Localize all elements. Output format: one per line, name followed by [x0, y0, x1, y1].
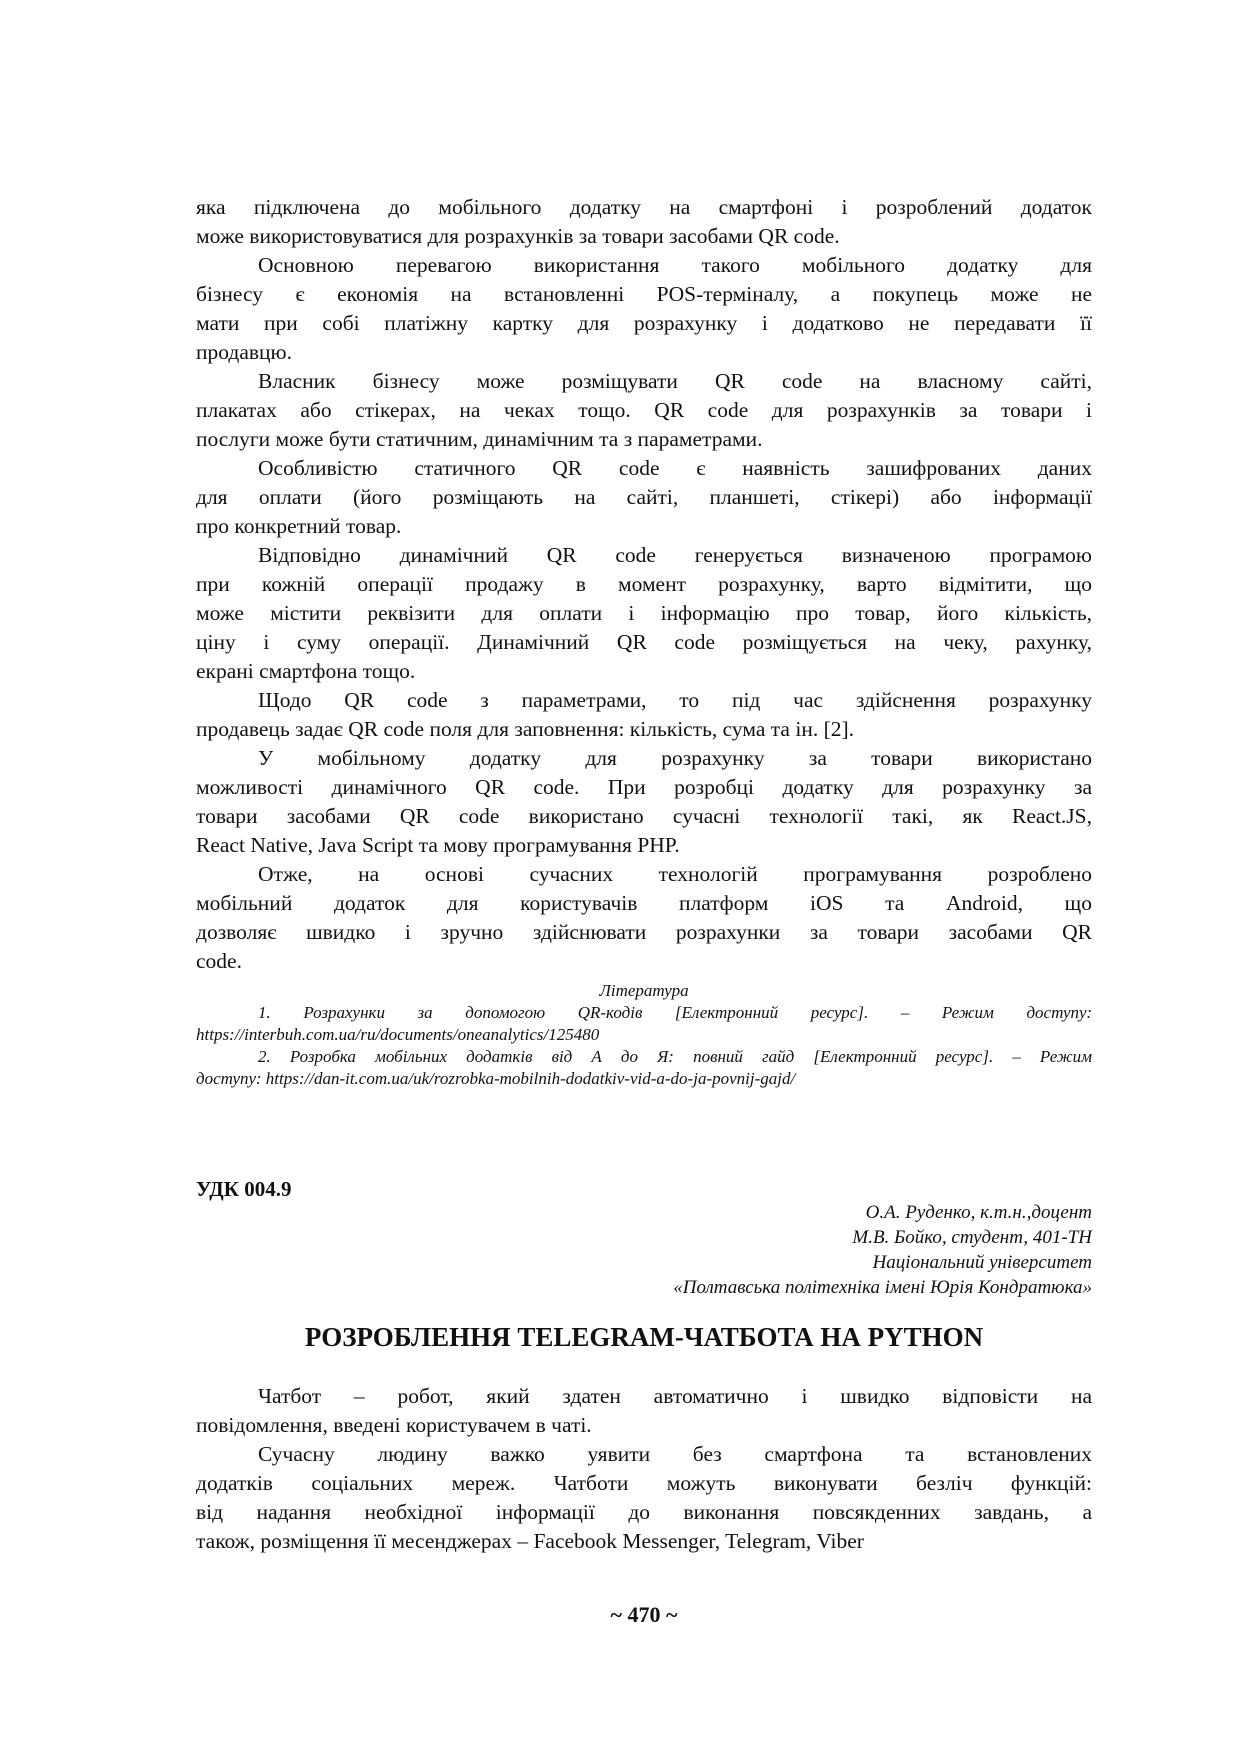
literature-heading: Література: [599, 981, 689, 1000]
paragraph-line: мати при собі платіжну картку для розрахунку і додатково не передавати її: [196, 311, 1092, 335]
paragraph-line: Особливістю статичного QR code є наявність зашифрованих даних: [258, 456, 1092, 480]
paragraph-line: екрані смартфона тощо.: [196, 659, 416, 683]
paragraph-line: про конкретний товар.: [196, 514, 402, 538]
paragraph-line: при кожній операції продажу в момент розрахунку, варто відмітити, що: [196, 572, 1092, 596]
paragraph-line: Отже, на основі сучасних технологій програмування розроблено: [258, 862, 1092, 886]
paragraph-line: Відповідно динамічний QR code генерується визначеною програмою: [258, 543, 1092, 567]
article-body: [196, 1382, 1092, 1556]
paragraph-line: може містити реквізити для оплати і інформацію про товар, його кількість,: [196, 601, 1092, 625]
paragraph-line: для оплати (його розміщають на сайті, планшеті, стікері) або інформації: [196, 485, 1092, 509]
paragraph-line: У мобільному додатку для розрахунку за товари використано: [258, 746, 1092, 770]
article-continuation-body: [196, 193, 1092, 976]
paragraph-line: товари засобами QR code використано сучасні технології такі, як React.JS,: [196, 804, 1092, 828]
paragraph-line: яка підключена до мобільного додатку на смартфоні і розроблений додаток: [196, 195, 1092, 219]
page-number: ~ 470 ~: [610, 1602, 678, 1627]
author-line: М.В. Бойко, студент, 401-ТН: [852, 1227, 1092, 1248]
paragraph-line: від надання необхідної інформації до виконання повсякденних завдань, а: [196, 1500, 1092, 1524]
paragraph-line: продавцю.: [196, 340, 292, 364]
reference-line: 1. Розрахунки за допомогою QR-кодів [Електронний ресурс]. – Режим доступу:: [258, 1003, 1092, 1022]
paragraph-line: дозволяє швидко і зручно здійснювати розрахунки за товари засобами QR: [196, 920, 1092, 944]
author-line: «Полтавська політехніка імені Юрія Кондратюка»: [673, 1277, 1092, 1298]
paragraph-line: мобільний додаток для користувачів платформ iOS та Android, що: [196, 891, 1092, 915]
paragraph-line: додатків соціальних мереж. Чатботи можуть виконувати безліч функцій:: [196, 1471, 1092, 1495]
literature-section: [196, 980, 1092, 1090]
paragraph-line: code.: [196, 949, 242, 973]
author-block: [196, 1200, 1092, 1300]
paragraph-line: Щодо QR code з параметрами, то під час здійснення розрахунку: [258, 688, 1092, 712]
paragraph-line: також, розміщення її месенджерах – Facebook Messenger, Telegram, Viber: [196, 1529, 864, 1553]
reference-line: 2. Розробка мобільних додатків від А до Я: повний гайд [Електронний ресурс]. – Режим: [258, 1047, 1092, 1066]
paragraph-line: може використовуватися для розрахунків за товари засобами QR code.: [196, 224, 840, 248]
article-title: РОЗРОБЛЕННЯ TELEGRAM-ЧАТБОТА НА PYTHON: [304, 1322, 984, 1352]
udk-code: УДК 004.9: [196, 1177, 292, 1201]
reference-line: доступу: https://dan-it.com.ua/uk/rozrobka-mobilnih-dodatkiv-vid-a-do-ja-povnij-gajd/: [196, 1069, 796, 1088]
paragraph-line: продавець задає QR code поля для заповнення: кількість, сума та ін. [2].: [196, 717, 855, 741]
paragraph-line: плакатах або стікерах, на чеках тощо. QR code для розрахунків за товари і: [196, 398, 1092, 422]
paragraph-line: Сучасну людину важко уявити без смартфона та встановлених: [258, 1442, 1092, 1466]
paragraph-line: бізнесу є економія на встановленні POS-терміналу, а покупець може не: [196, 282, 1092, 306]
paragraph-line: Власник бізнесу може розміщувати QR code на власному сайті,: [258, 369, 1092, 393]
paragraph-line: Чатбот – робот, який здатен автоматично і швидко відповісти на: [258, 1384, 1092, 1408]
author-line: О.А. Руденко, к.т.н.,доцент: [865, 1202, 1092, 1223]
paragraph-line: ціну і суму операції. Динамічний QR code розміщується на чеку, рахунку,: [196, 630, 1092, 654]
reference-line: https://interbuh.com.ua/ru/documents/oneanalytics/125480: [196, 1025, 600, 1044]
paragraph-line: Основною перевагою використання такого мобільного додатку для: [258, 253, 1092, 277]
paragraph-line: React Native, Java Script та мову програмування PHP.: [196, 833, 680, 857]
paragraph-line: повідомлення, введені користувачем в чаті.: [196, 1413, 592, 1437]
paragraph-line: послуги може бути статичним, динамічним та з параметрами.: [196, 427, 763, 451]
author-line: Національний університет: [872, 1252, 1092, 1273]
paragraph-line: можливості динамічного QR code. При розробці додатку для розрахунку за: [196, 775, 1092, 799]
